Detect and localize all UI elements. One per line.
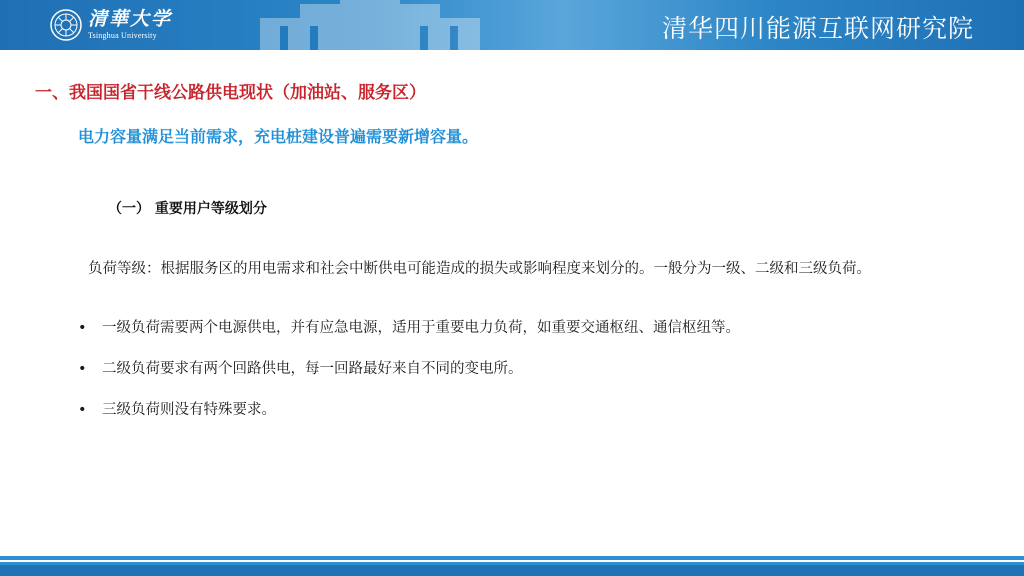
list-item (78, 359, 740, 380)
logo-chinese-name: 清華大学 (88, 8, 173, 30)
bullet-icon: • (78, 361, 87, 377)
section-title: （一） 重要用户等级划分 (108, 201, 267, 217)
bullet-icon: • (78, 402, 87, 418)
slide-heading: 一、我国国省干线公路供电现状（加油站、服务区） (35, 83, 426, 103)
footer-stripe (0, 565, 1024, 576)
tsinghua-seal-icon (50, 9, 82, 41)
list-item-text: 三级负荷则没有特殊要求。 (102, 402, 276, 418)
load-level-paragraph: 负荷等级：根据服务区的用电需求和社会中断供电可能造成的损失或影响程度来划分的。一般分为一级、二级和三级负荷。 (88, 261, 871, 277)
slide-subheading: 电力容量满足当前需求，充电桩建设普遍需要新增容量。 (78, 127, 479, 146)
list-item (78, 400, 740, 421)
list-item-text: 二级负荷要求有两个回路供电，每一回路最好来自不同的变电所。 (102, 361, 523, 377)
header-banner (0, 0, 1024, 50)
footer-band (0, 556, 1024, 576)
building-silhouette-icon (240, 0, 500, 50)
institute-title: 清华四川能源互联网研究院 (661, 14, 974, 43)
footer-stripe (0, 560, 1024, 562)
list-item (78, 318, 740, 339)
logo-english-name: Tsinghua University (88, 31, 157, 40)
bullet-list (78, 318, 740, 441)
list-item-text: 一级负荷需要两个电源供电，并有应急电源，适用于重要电力负荷，如重要交通枢纽、通信枢纽等。 (102, 320, 740, 336)
bullet-icon: • (78, 320, 87, 336)
tsinghua-logo (50, 7, 172, 43)
